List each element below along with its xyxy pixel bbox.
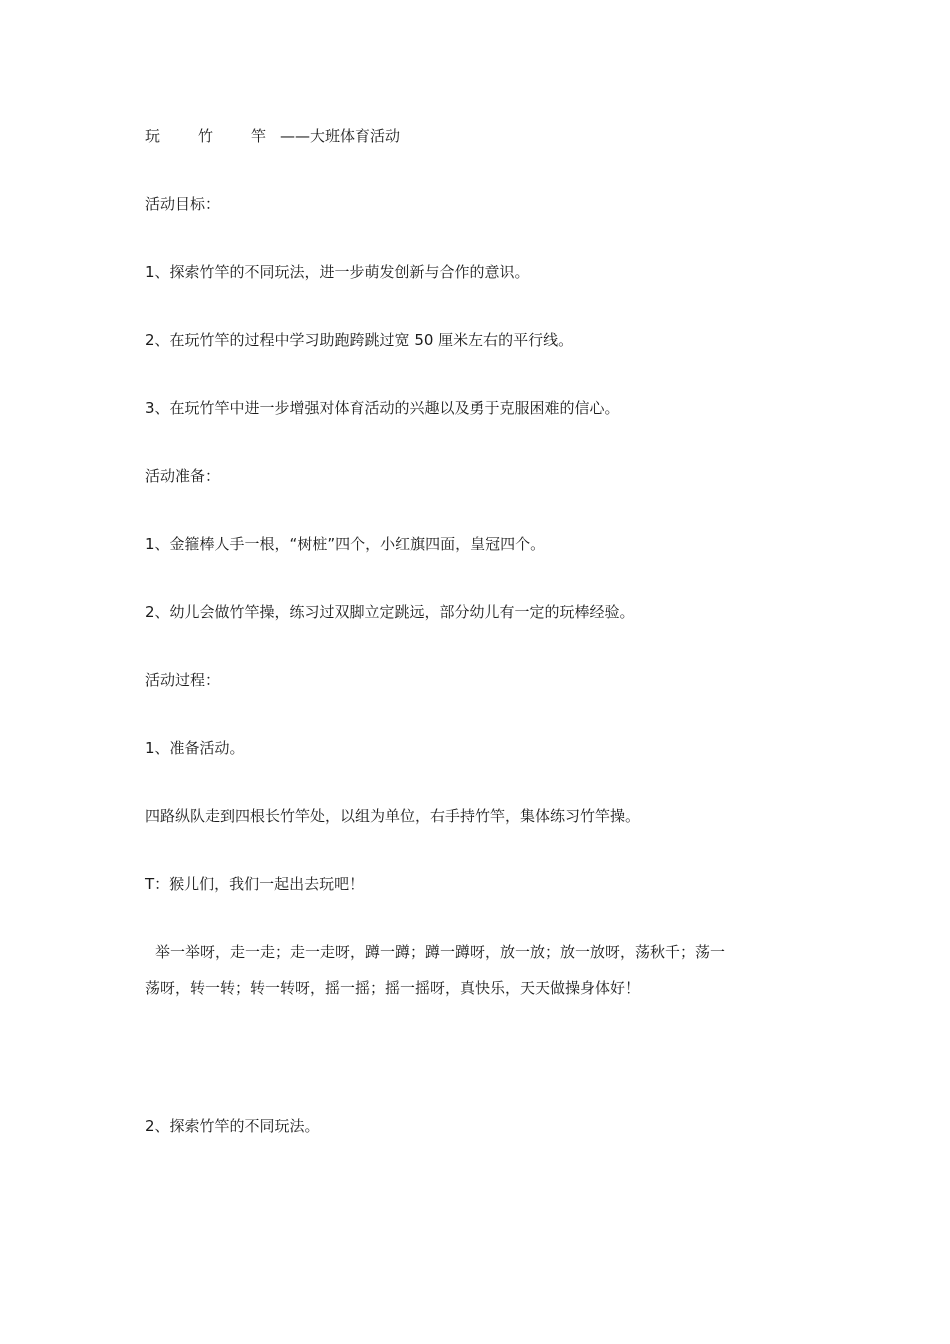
process-heading: 活动过程： [145,671,221,689]
teacher-line: T：猴儿们，我们一起出去玩吧！ [145,875,365,893]
document-title [145,118,805,154]
prep-item-1: 1、金箍棒人手一根，“树桩”四个，小红旗四面，皇冠四个。 [145,535,546,553]
prep-heading: 活动准备： [145,467,221,485]
song-line-2: 荡呀，转一转；转一转呀，摇一摇；摇一摇呀，真快乐，天天做操身体好！ [145,979,641,997]
goal-item-2: 2、在玩竹竿的过程中学习助跑跨跳过宽 50 厘米左右的平行线。 [145,331,574,349]
prep-item-2: 2、幼儿会做竹竿操，练习过双脚立定跳远，部分幼儿有一定的玩棒经验。 [145,603,635,621]
goal-item-1: 1、探索竹竿的不同玩法，进一步萌发创新与合作的意识。 [145,263,530,281]
document-body [145,118,805,1176]
title-char-1: 玩 [145,127,161,145]
title-char-3: 竿 [251,127,267,145]
goals-heading: 活动目标： [145,195,221,213]
blank-gap [145,1038,805,1108]
process-step-1: 1、准备活动。 [145,739,245,757]
song-line-1: 举一举呀，走一走；走一走呀，蹲一蹲；蹲一蹲呀，放一放；放一放呀，荡秋千；荡一 [155,943,726,961]
title-subtitle: ——大班体育活动 [280,127,401,145]
process-instruction: 四路纵队走到四根长竹竿处，以组为单位，右手持竹竿，集体练习竹竿操。 [145,807,641,825]
goal-item-3: 3、在玩竹竿中进一步增强对体育活动的兴趣以及勇于克服困难的信心。 [145,399,620,417]
process-step-2: 2、探索竹竿的不同玩法。 [145,1117,320,1135]
title-char-2: 竹 [198,127,214,145]
exercise-song [145,934,805,1006]
